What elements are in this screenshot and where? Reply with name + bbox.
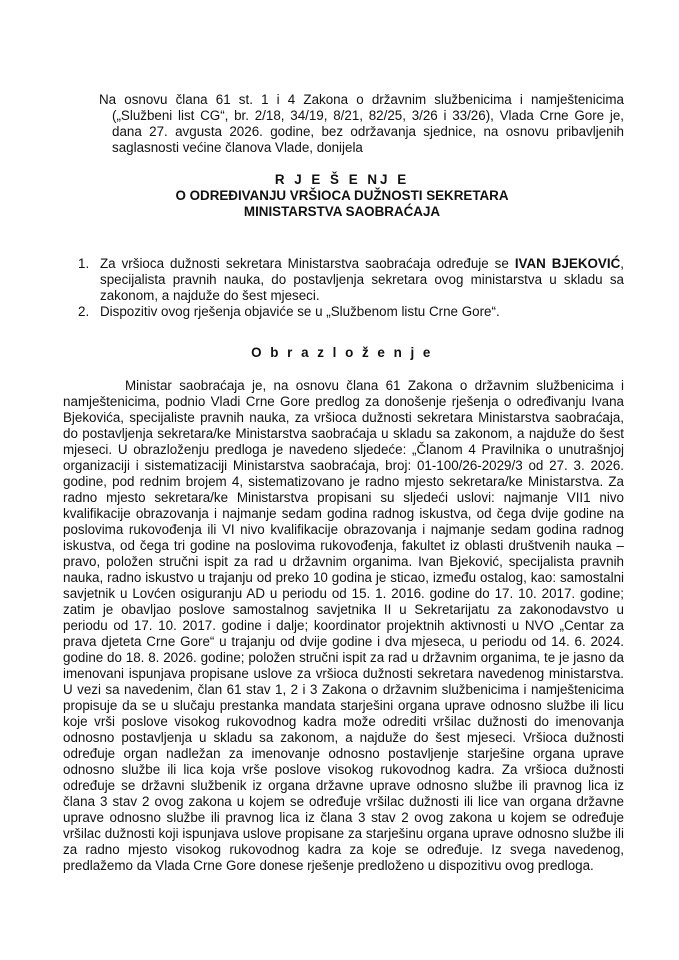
- decision-item: [78, 304, 624, 320]
- decision-title: [60, 172, 624, 220]
- item-text-after: , specijalista pravnih nauka, do postavljenja sekretara ovog ministarstva u skladu sa zakonom, a najduže do šest mjeseci.: [100, 256, 624, 303]
- item-number: 1.: [78, 256, 90, 271]
- decision-title-line3: MINISTARSTVA SAOBRAĆAJA: [243, 204, 441, 219]
- decision-item: [78, 256, 624, 304]
- item-number: 2.: [78, 304, 90, 319]
- intro-text: Na osnovu člana 61 st. 1 i 4 Zakona o državnim službenicima i namještenicima („Službeni list CG“, br. 2/18, 34/19, 8/21, 82/25, 3/26 i 33/26), Vlada Crne Gore je, dana 27. avgusta 2026. godine, bez održavanja sjednice, na osnovu pribavljenih saglasnosti većine članova Vlade, donijela: [99, 92, 624, 155]
- intro-paragraph: [99, 92, 624, 156]
- decision-title-line2: O ODREĐIVANJU VRŠIOCA DUŽNOSTI SEKRETARA: [175, 188, 509, 203]
- item-text-before: Za vršioca dužnosti sekretara Ministarstva saobraćaja određuje se: [100, 256, 515, 271]
- reasoning-paragraph: Ministar saobraćaja je, na osnovu člana 61 Zakona o državnim službenicima i namještenicima, podnio Vladi Crne Gore predlog za donošenje rješenja o određivanju Ivana Bjekovića, specijaliste pravnih nauka, za vršioca dužnosti sekretara Ministarstva saobraćaja, do postavljenja sekretara/ke Ministarstva saobraćaja u skladu sa zakonom, a najduže do šest mjeseci. U obrazloženju predloga je navedeno sljedeće: „Članom 4 Pravilnika o unutrašnjoj organizaciji i sistematizaciji Ministarstva saobraćaja, broj: 01-100/26-2029/3 od 27. 3. 2026. godine, pod rednim brojem 4, sistematizovano je radno mjesto sekretara/ke Ministarstva. Za radno mjesto sekretara/ke Ministarstva propisani su sljedeći uslovi: najmanje VII1 nivo kvalifikacije obrazovanja i najmanje sedam godina radnog iskustva, od čega dvije godine na poslovima rukovođenja ili VI nivo kvalifikacije obrazovanja i najmanje sedam godina radnog iskustva, od čega tri godine na poslovima rukovođenja, fakultet iz oblasti društvenih nauka – pravo, položen stručni ispit za rad u državnim organima. Ivan Bjeković, specijalista pravnih nauka, radno iskustvo u trajanju od preko 10 godina je sticao, između ostalog, kao: samostalni savjetnik u Lovćen osiguranju AD u periodu od 15. 1. 2016. godine do 17. 10. 2017. godine; zatim je obavljao poslove samostalnog savjetnika II u Sekretarijatu za zakonodavstvo u periodu od 17. 10. 2017. godine i dalje; koordinator projektnih aktivnosti u NVO „Centar za prava djeteta Crne Gore“ u trajanju od dvije godine i dva mjeseca, u periodu od 14. 6. 2024. godine do 18. 8. 2026. godine; položen stručni ispit za rad u državnim organima, te je jasno da imenovani ispunjava propisane uslove za vršioca dužnosti sekretara navedenog ministarstva. U vezi sa navedenim, član 61 stav 1, 2 i 3 Zakona o državnim službenicima i namještenicima propisuje da se u slučaju prestanka mandata starješini organa uprave odnosno službe ili licu koje vrši poslove visokog rukovodnog kadra može odrediti vršilac dužnosti do imenovanja odnosno postavljenja u skladu sa zakonom, a najduže do šest mjeseci. Vršioca dužnosti određuje organ nadležan za imenovanje odnosno postavljenje starješine organa uprave odnosno službe ili lica koja vrše poslove visokog rukovodnog kadra. Za vršioca dužnosti određuje se državni službenik iz organa državne uprave odnosno službe ili pravnog lica iz člana 3 stav 2 ovog zakona u kojem se određuje vršilac dužnosti ili lice van organa državne uprave odnosno službe ili pravnog lica iz člana 3 stav 2 ovog zakona u kojem se određuje vršilac dužnosti koji ispunjava uslove propisane za starješinu organa uprave odnosno službe ili za radno mjesto visokog rukovodnog kadra za koje se određuje. Iz svega navedenog, predlažemo da Vlada Crne Gore donese rješenje predloženo u dispozitivu ovog predloga.: [63, 378, 624, 873]
- item-text-before: Dispozitiv ovog rješenja objaviće se u „Službenom listu Crne Gore“.: [100, 304, 500, 319]
- appointee-name: IVAN BJEKOVIĆ: [514, 256, 621, 271]
- reasoning-heading: O b r a z l o ž e n j e: [251, 345, 433, 360]
- decision-items: [78, 256, 624, 320]
- decision-title-line1: R J E Š E NJ E: [274, 172, 410, 187]
